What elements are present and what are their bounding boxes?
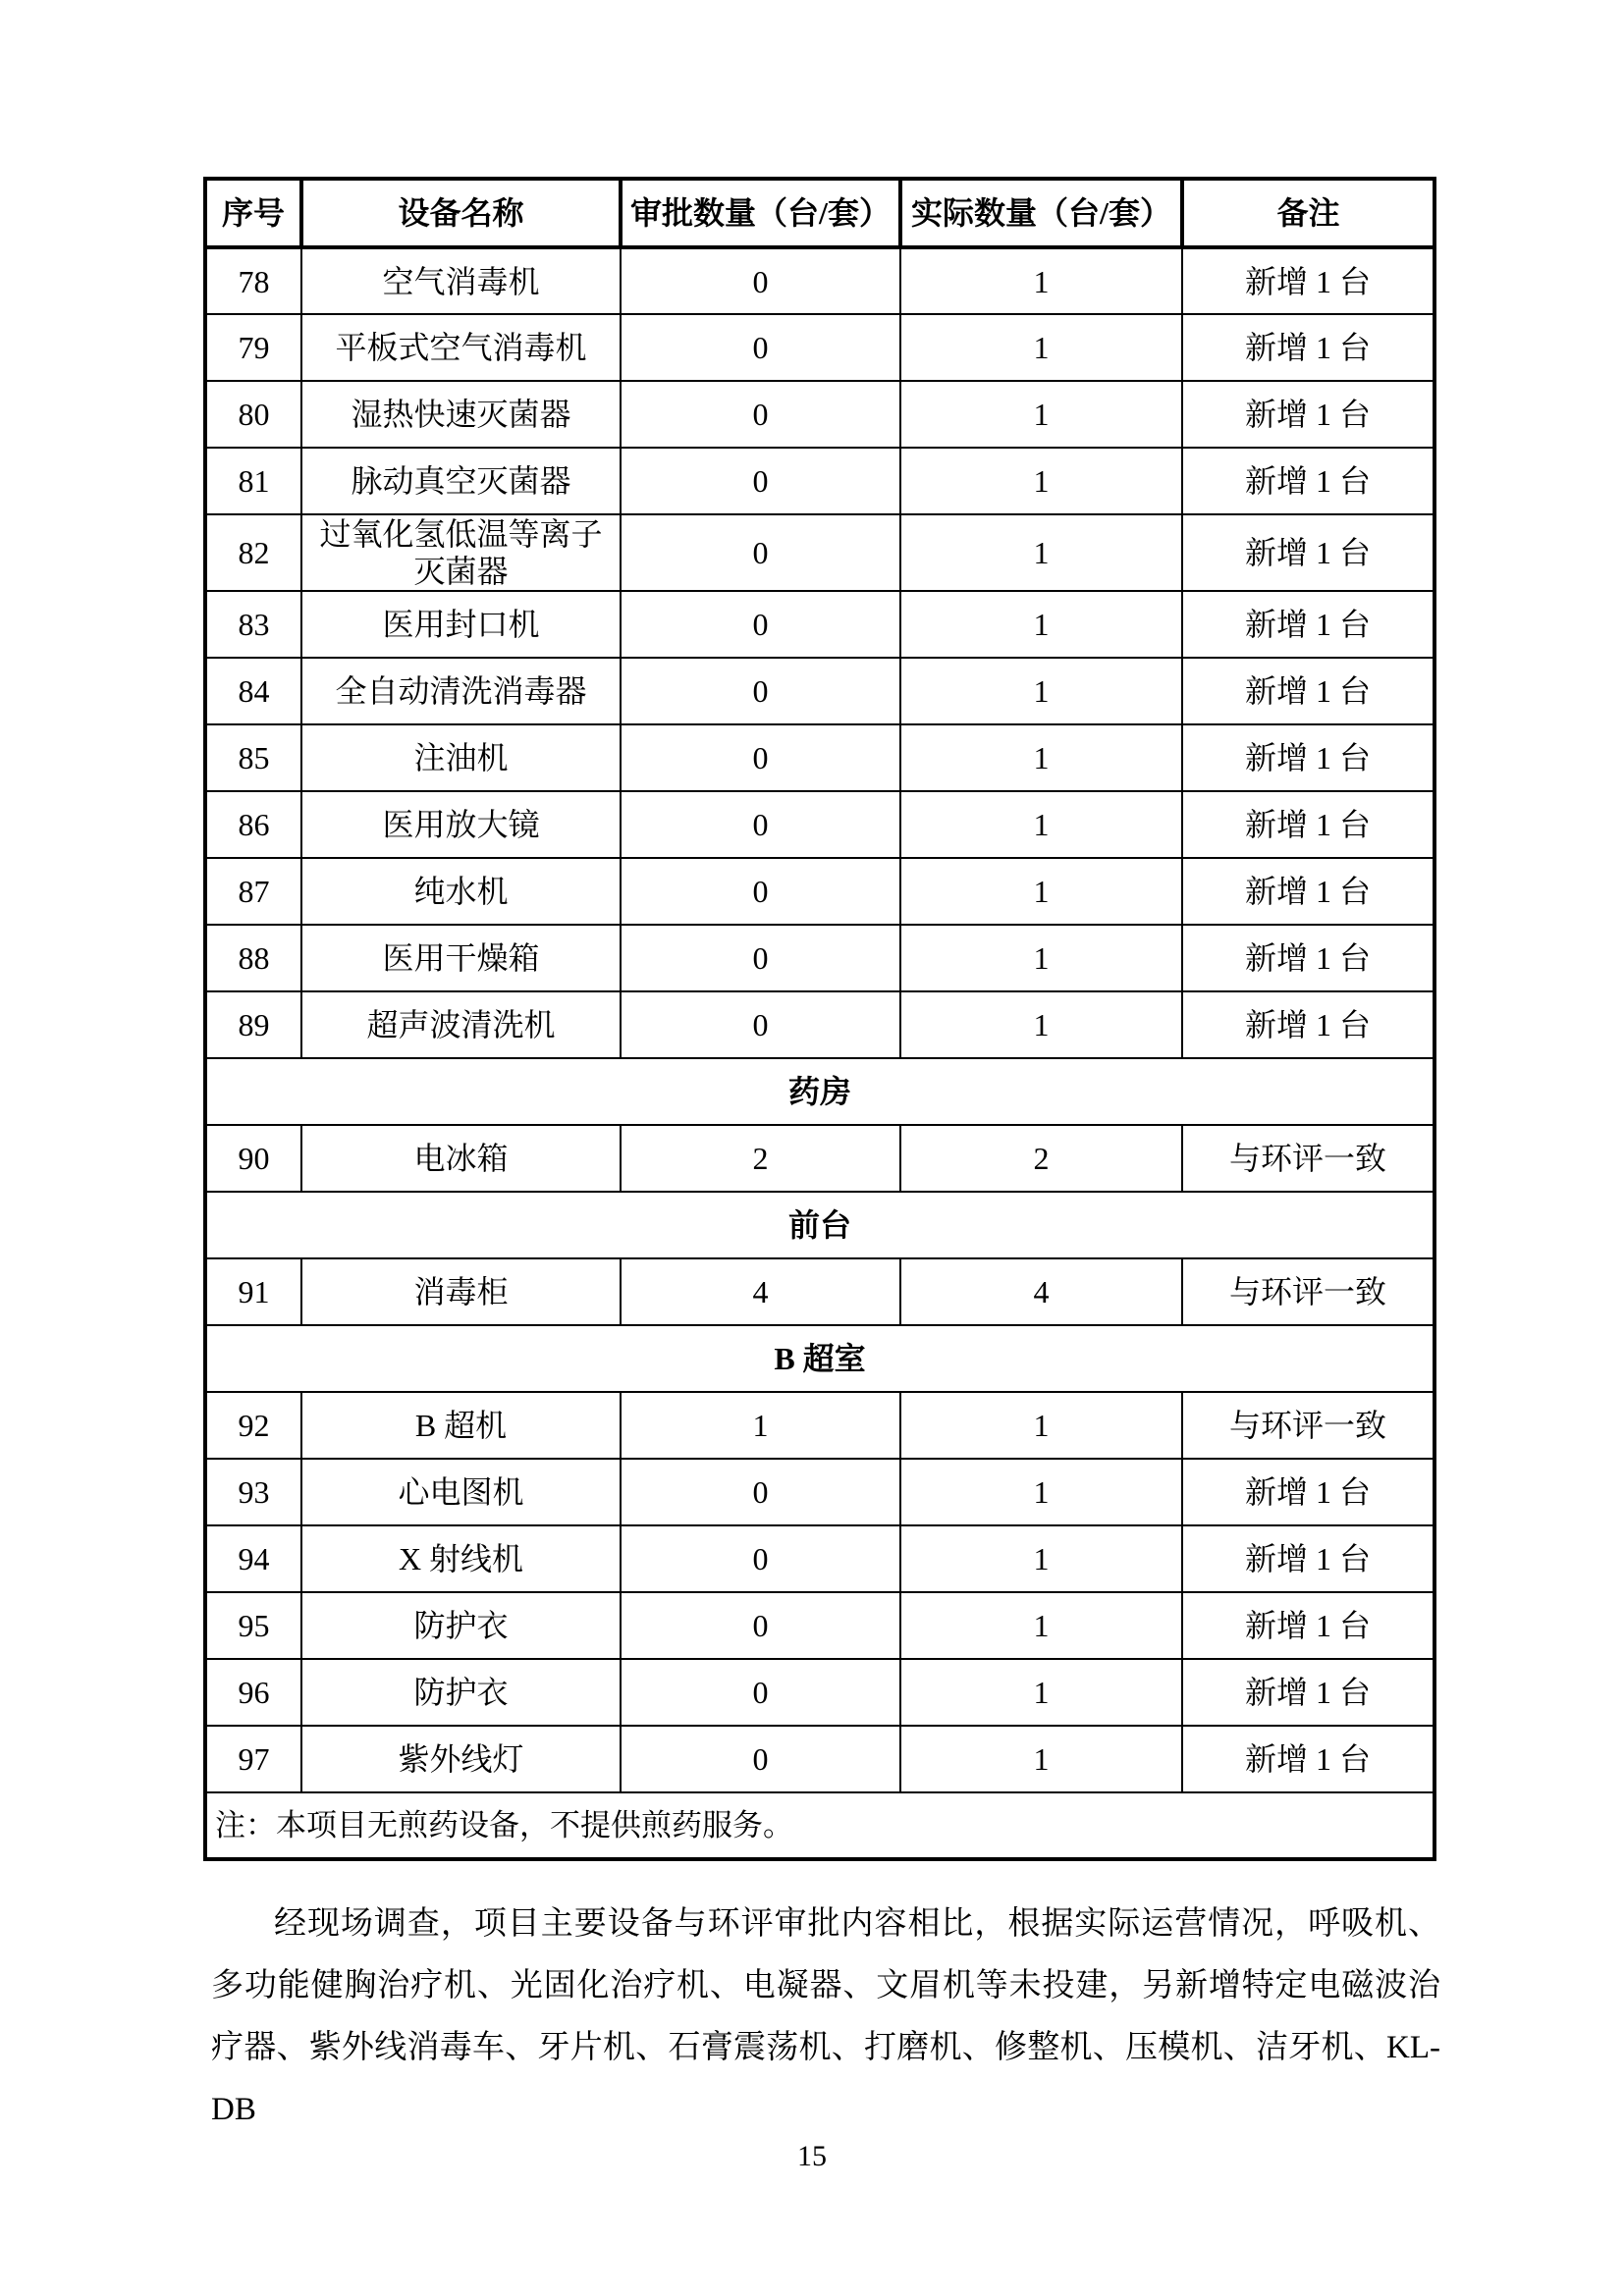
cell-remark: 新增 1 台 xyxy=(1182,591,1435,658)
cell-approved-qty: 0 xyxy=(621,724,900,791)
section-row-label: B 超室 xyxy=(205,1325,1435,1392)
cell-remark: 新增 1 台 xyxy=(1182,1525,1435,1592)
section-row-label: 药房 xyxy=(205,1058,1435,1125)
cell-actual-qty: 4 xyxy=(900,1258,1182,1325)
cell-serial-no: 83 xyxy=(205,591,301,658)
cell-actual-qty: 1 xyxy=(900,314,1182,381)
cell-actual-qty: 1 xyxy=(900,1726,1182,1792)
cell-serial-no: 78 xyxy=(205,247,301,314)
cell-remark: 新增 1 台 xyxy=(1182,925,1435,991)
cell-serial-no: 87 xyxy=(205,858,301,925)
cell-serial-no: 94 xyxy=(205,1525,301,1592)
table-row xyxy=(205,381,1435,448)
cell-remark: 新增 1 台 xyxy=(1182,1726,1435,1792)
cell-device-name: 超声波清洗机 xyxy=(301,991,621,1058)
cell-actual-qty: 1 xyxy=(900,381,1182,448)
cell-device-name: 脉动真空灭菌器 xyxy=(301,448,621,514)
cell-remark: 新增 1 台 xyxy=(1182,858,1435,925)
cell-actual-qty: 1 xyxy=(900,1459,1182,1525)
table-row xyxy=(205,1659,1435,1726)
paragraph-line: 经现场调查，项目主要设备与环评审批内容相比，根据实际运营情况，呼吸机、 xyxy=(274,1906,1440,1942)
cell-remark: 与环评一致 xyxy=(1182,1125,1435,1192)
cell-serial-no: 79 xyxy=(205,314,301,381)
cell-actual-qty: 1 xyxy=(900,1392,1182,1459)
cell-remark: 新增 1 台 xyxy=(1182,448,1435,514)
cell-device-name: 纯水机 xyxy=(301,858,621,925)
header-device-name: 设备名称 xyxy=(301,179,621,247)
equipment-table xyxy=(203,177,1436,1861)
cell-remark: 新增 1 台 xyxy=(1182,724,1435,791)
cell-serial-no: 82 xyxy=(205,514,301,591)
cell-approved-qty: 0 xyxy=(621,991,900,1058)
cell-device-name: 全自动清洗消毒器 xyxy=(301,658,621,724)
cell-approved-qty: 0 xyxy=(621,448,900,514)
cell-serial-no: 80 xyxy=(205,381,301,448)
cell-approved-qty: 0 xyxy=(621,925,900,991)
cell-serial-no: 85 xyxy=(205,724,301,791)
cell-device-name: 平板式空气消毒机 xyxy=(301,314,621,381)
table-row xyxy=(205,314,1435,381)
cell-remark: 新增 1 台 xyxy=(1182,514,1435,591)
cell-serial-no: 97 xyxy=(205,1726,301,1792)
cell-actual-qty: 1 xyxy=(900,858,1182,925)
cell-remark: 新增 1 台 xyxy=(1182,314,1435,381)
section-row-label: 前台 xyxy=(205,1192,1435,1258)
cell-approved-qty: 1 xyxy=(621,1392,900,1459)
cell-approved-qty: 0 xyxy=(621,858,900,925)
cell-actual-qty: 1 xyxy=(900,1525,1182,1592)
table-row xyxy=(205,1592,1435,1659)
header-remark: 备注 xyxy=(1182,179,1435,247)
body-paragraph xyxy=(211,1894,1440,2141)
cell-actual-qty: 1 xyxy=(900,1659,1182,1726)
cell-serial-no: 90 xyxy=(205,1125,301,1192)
cell-approved-qty: 4 xyxy=(621,1258,900,1325)
table-row xyxy=(205,1525,1435,1592)
cell-approved-qty: 0 xyxy=(621,514,900,591)
cell-approved-qty: 0 xyxy=(621,791,900,858)
cell-device-name: 消毒柜 xyxy=(301,1258,621,1325)
paragraph-line: 疗器、紫外线消毒车、牙片机、石膏震荡机、打磨机、修整机、压模机、洁牙机、KL-DB xyxy=(211,2030,1440,2127)
cell-device-name: 医用封口机 xyxy=(301,591,621,658)
cell-approved-qty: 0 xyxy=(621,314,900,381)
table-row xyxy=(205,724,1435,791)
cell-actual-qty: 1 xyxy=(900,514,1182,591)
cell-device-name: 防护衣 xyxy=(301,1592,621,1659)
paragraph-line: 多功能健胸治疗机、光固化治疗机、电凝器、文眉机等未投建，另新增特定电磁波治 xyxy=(211,1968,1440,2003)
cell-approved-qty: 0 xyxy=(621,1459,900,1525)
cell-approved-qty: 0 xyxy=(621,1525,900,1592)
table-row xyxy=(205,448,1435,514)
cell-device-name: 心电图机 xyxy=(301,1459,621,1525)
table-row xyxy=(205,658,1435,724)
cell-device-name: B 超机 xyxy=(301,1392,621,1459)
cell-actual-qty: 1 xyxy=(900,724,1182,791)
header-serial-no: 序号 xyxy=(205,179,301,247)
cell-serial-no: 89 xyxy=(205,991,301,1058)
note-text: 注：本项目无煎药设备，不提供煎药服务。 xyxy=(205,1792,1435,1859)
cell-remark: 与环评一致 xyxy=(1182,1258,1435,1325)
cell-remark: 新增 1 台 xyxy=(1182,1659,1435,1726)
cell-serial-no: 96 xyxy=(205,1659,301,1726)
cell-serial-no: 93 xyxy=(205,1459,301,1525)
cell-remark: 新增 1 台 xyxy=(1182,991,1435,1058)
table-row xyxy=(205,991,1435,1058)
cell-approved-qty: 0 xyxy=(621,1659,900,1726)
page-number: 15 xyxy=(797,2140,827,2172)
cell-approved-qty: 0 xyxy=(621,658,900,724)
cell-serial-no: 92 xyxy=(205,1392,301,1459)
cell-remark: 新增 1 台 xyxy=(1182,381,1435,448)
section-row xyxy=(205,1058,1435,1125)
cell-approved-qty: 0 xyxy=(621,1726,900,1792)
cell-device-name: 紫外线灯 xyxy=(301,1726,621,1792)
cell-actual-qty: 1 xyxy=(900,991,1182,1058)
table-row xyxy=(205,514,1435,591)
cell-actual-qty: 1 xyxy=(900,791,1182,858)
section-row xyxy=(205,1325,1435,1392)
cell-remark: 新增 1 台 xyxy=(1182,791,1435,858)
cell-remark: 新增 1 台 xyxy=(1182,1592,1435,1659)
cell-actual-qty: 1 xyxy=(900,448,1182,514)
cell-remark: 与环评一致 xyxy=(1182,1392,1435,1459)
table-row xyxy=(205,247,1435,314)
cell-remark: 新增 1 台 xyxy=(1182,1459,1435,1525)
cell-actual-qty: 1 xyxy=(900,658,1182,724)
table-row xyxy=(205,591,1435,658)
table-row xyxy=(205,925,1435,991)
table-row xyxy=(205,858,1435,925)
cell-device-name: 防护衣 xyxy=(301,1659,621,1726)
table-row xyxy=(205,791,1435,858)
cell-device-name: 医用放大镜 xyxy=(301,791,621,858)
cell-device-name: 注油机 xyxy=(301,724,621,791)
table-header-row xyxy=(205,179,1435,247)
cell-serial-no: 88 xyxy=(205,925,301,991)
table-row xyxy=(205,1459,1435,1525)
cell-actual-qty: 1 xyxy=(900,925,1182,991)
cell-remark: 新增 1 台 xyxy=(1182,658,1435,724)
cell-serial-no: 84 xyxy=(205,658,301,724)
cell-device-name: 电冰箱 xyxy=(301,1125,621,1192)
table-row xyxy=(205,1392,1435,1459)
cell-actual-qty: 2 xyxy=(900,1125,1182,1192)
cell-approved-qty: 0 xyxy=(621,381,900,448)
cell-device-name: 空气消毒机 xyxy=(301,247,621,314)
cell-device-name: 过氧化氢低温等离子灭菌器 xyxy=(301,514,621,591)
cell-serial-no: 86 xyxy=(205,791,301,858)
cell-device-name: 医用干燥箱 xyxy=(301,925,621,991)
cell-serial-no: 91 xyxy=(205,1258,301,1325)
cell-approved-qty: 0 xyxy=(621,247,900,314)
note-row xyxy=(205,1792,1435,1859)
table-row xyxy=(205,1125,1435,1192)
cell-approved-qty: 0 xyxy=(621,1592,900,1659)
header-approved-qty: 审批数量（台/套） xyxy=(621,179,900,247)
cell-device-name: 湿热快速灭菌器 xyxy=(301,381,621,448)
cell-actual-qty: 1 xyxy=(900,591,1182,658)
cell-actual-qty: 1 xyxy=(900,247,1182,314)
cell-approved-qty: 2 xyxy=(621,1125,900,1192)
section-row xyxy=(205,1192,1435,1258)
table-row xyxy=(205,1726,1435,1792)
cell-approved-qty: 0 xyxy=(621,591,900,658)
cell-serial-no: 81 xyxy=(205,448,301,514)
table-row xyxy=(205,1258,1435,1325)
cell-actual-qty: 1 xyxy=(900,1592,1182,1659)
cell-remark: 新增 1 台 xyxy=(1182,247,1435,314)
header-actual-qty: 实际数量（台/套） xyxy=(900,179,1182,247)
cell-serial-no: 95 xyxy=(205,1592,301,1659)
cell-device-name: X 射线机 xyxy=(301,1525,621,1592)
